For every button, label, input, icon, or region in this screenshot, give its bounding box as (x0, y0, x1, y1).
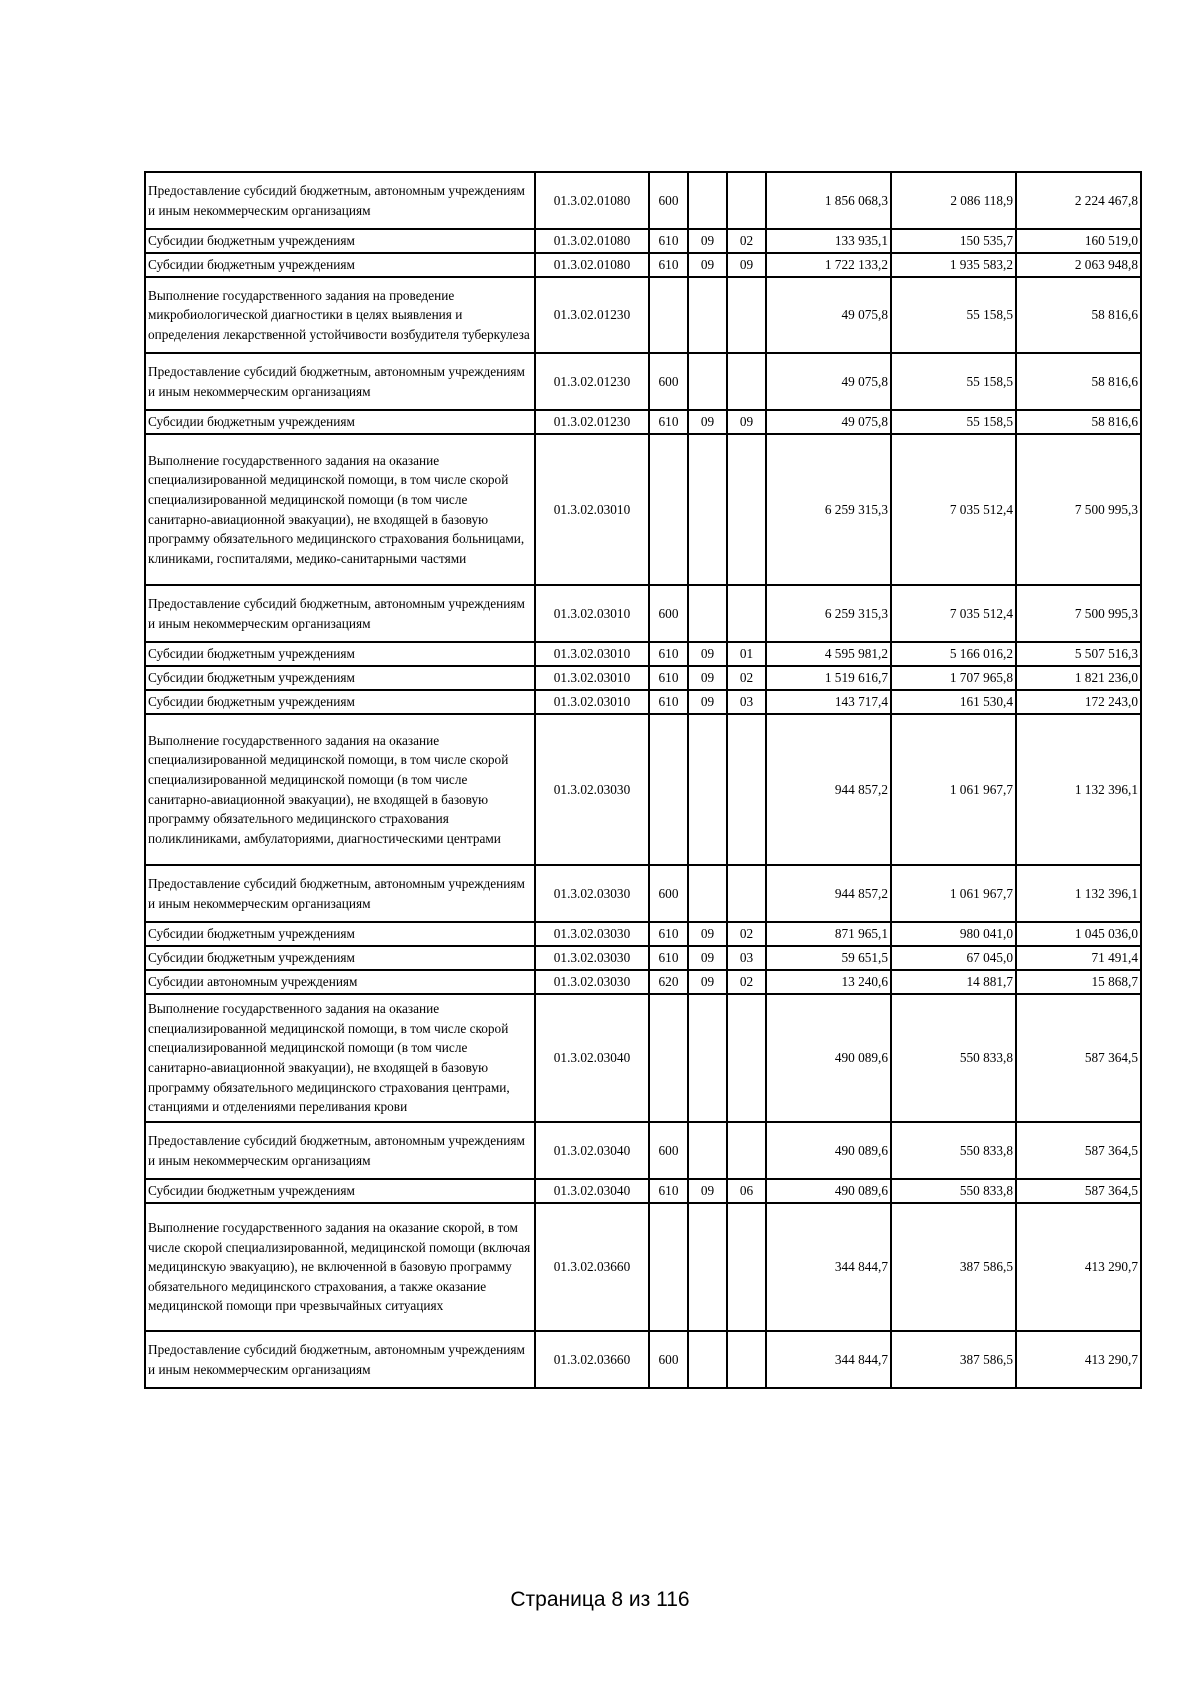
row-code: 01.3.02.01080 (535, 253, 649, 277)
table-row (145, 1331, 1141, 1388)
row-subsection: 03 (727, 690, 766, 714)
row-section: 09 (688, 922, 727, 946)
row-section (688, 277, 727, 353)
row-code: 01.3.02.03040 (535, 1122, 649, 1179)
row-amount-year-1: 1 856 068,3 (766, 172, 891, 229)
row-amount-year-1: 344 844,7 (766, 1203, 891, 1331)
row-amount-year-3: 58 816,6 (1016, 410, 1141, 434)
row-amount-year-1: 6 259 315,3 (766, 585, 891, 642)
row-amount-year-1: 944 857,2 (766, 865, 891, 922)
row-expense-type: 600 (649, 172, 688, 229)
row-amount-year-2: 387 586,5 (891, 1203, 1016, 1331)
row-subsection (727, 353, 766, 410)
row-code: 01.3.02.03010 (535, 642, 649, 666)
table-row (145, 865, 1141, 922)
row-amount-year-1: 490 089,6 (766, 994, 891, 1122)
budget-table (144, 171, 1142, 1389)
row-subsection: 02 (727, 229, 766, 253)
row-amount-year-2: 7 035 512,4 (891, 434, 1016, 585)
row-amount-year-3: 7 500 995,3 (1016, 585, 1141, 642)
row-amount-year-1: 490 089,6 (766, 1179, 891, 1203)
row-subsection (727, 1203, 766, 1331)
table-row (145, 585, 1141, 642)
row-section (688, 434, 727, 585)
row-code: 01.3.02.03030 (535, 865, 649, 922)
table-row (145, 353, 1141, 410)
row-amount-year-3: 413 290,7 (1016, 1203, 1141, 1331)
row-section: 09 (688, 253, 727, 277)
row-amount-year-1: 143 717,4 (766, 690, 891, 714)
row-section (688, 353, 727, 410)
row-amount-year-2: 1 061 967,7 (891, 714, 1016, 865)
table-row (145, 922, 1141, 946)
row-amount-year-2: 67 045,0 (891, 946, 1016, 970)
row-amount-year-1: 49 075,8 (766, 410, 891, 434)
row-subsection (727, 434, 766, 585)
row-section (688, 585, 727, 642)
table-row (145, 994, 1141, 1122)
row-amount-year-2: 150 535,7 (891, 229, 1016, 253)
row-expense-type: 600 (649, 585, 688, 642)
row-name: Выполнение государственного задания на оказание специализированной медицинской помощи, в том числе скорой специализированной медицинской помощи (в том числе санитарно-авиационной эвакуации), не входящей в базовую программу обязательного медицинского страхования поликлиниками, амбулаториями, диагностическими центрами (145, 714, 535, 865)
row-amount-year-2: 2 086 118,9 (891, 172, 1016, 229)
row-amount-year-3: 58 816,6 (1016, 277, 1141, 353)
row-name: Субсидии бюджетным учреждениям (145, 922, 535, 946)
row-expense-type (649, 277, 688, 353)
row-subsection: 02 (727, 666, 766, 690)
table-body (145, 172, 1141, 1388)
row-amount-year-2: 55 158,5 (891, 353, 1016, 410)
row-amount-year-3: 15 868,7 (1016, 970, 1141, 994)
row-amount-year-1: 4 595 981,2 (766, 642, 891, 666)
row-expense-type: 610 (649, 410, 688, 434)
row-amount-year-1: 49 075,8 (766, 353, 891, 410)
row-subsection (727, 585, 766, 642)
row-expense-type: 600 (649, 865, 688, 922)
row-code: 01.3.02.03030 (535, 970, 649, 994)
row-section: 09 (688, 1179, 727, 1203)
table-row (145, 714, 1141, 865)
row-amount-year-2: 1 707 965,8 (891, 666, 1016, 690)
row-expense-type (649, 714, 688, 865)
row-code: 01.3.02.03660 (535, 1203, 649, 1331)
row-amount-year-2: 55 158,5 (891, 277, 1016, 353)
table-row (145, 666, 1141, 690)
row-code: 01.3.02.03030 (535, 922, 649, 946)
row-expense-type: 610 (649, 642, 688, 666)
row-subsection: 03 (727, 946, 766, 970)
row-amount-year-3: 587 364,5 (1016, 994, 1141, 1122)
row-amount-year-1: 490 089,6 (766, 1122, 891, 1179)
row-subsection: 06 (727, 1179, 766, 1203)
row-name: Субсидии автономным учреждениям (145, 970, 535, 994)
row-name: Предоставление субсидий бюджетным, автономным учреждениям и иным некоммерческим организациям (145, 353, 535, 410)
row-name: Субсидии бюджетным учреждениям (145, 410, 535, 434)
row-section (688, 1203, 727, 1331)
row-amount-year-3: 413 290,7 (1016, 1331, 1141, 1388)
row-amount-year-3: 1 132 396,1 (1016, 714, 1141, 865)
row-amount-year-3: 58 816,6 (1016, 353, 1141, 410)
row-section: 09 (688, 410, 727, 434)
row-name: Предоставление субсидий бюджетным, автономным учреждениям и иным некоммерческим организациям (145, 1331, 535, 1388)
row-amount-year-1: 871 965,1 (766, 922, 891, 946)
row-code: 01.3.02.01080 (535, 229, 649, 253)
row-amount-year-3: 1 132 396,1 (1016, 865, 1141, 922)
row-name: Субсидии бюджетным учреждениям (145, 666, 535, 690)
row-amount-year-1: 133 935,1 (766, 229, 891, 253)
table-row (145, 434, 1141, 585)
row-amount-year-1: 6 259 315,3 (766, 434, 891, 585)
row-amount-year-3: 2 224 467,8 (1016, 172, 1141, 229)
row-amount-year-1: 13 240,6 (766, 970, 891, 994)
row-section: 09 (688, 642, 727, 666)
row-amount-year-3: 1 821 236,0 (1016, 666, 1141, 690)
row-amount-year-3: 587 364,5 (1016, 1179, 1141, 1203)
row-code: 01.3.02.03030 (535, 714, 649, 865)
row-expense-type: 600 (649, 1331, 688, 1388)
row-name: Предоставление субсидий бюджетным, автономным учреждениям и иным некоммерческим организациям (145, 172, 535, 229)
row-name: Субсидии бюджетным учреждениям (145, 946, 535, 970)
table-row (145, 253, 1141, 277)
row-code: 01.3.02.03010 (535, 585, 649, 642)
row-name: Предоставление субсидий бюджетным, автономным учреждениям и иным некоммерческим организациям (145, 585, 535, 642)
row-expense-type: 600 (649, 1122, 688, 1179)
row-name: Выполнение государственного задания на оказание специализированной медицинской помощи, в том числе скорой специализированной медицинской помощи (в том числе санитарно-авиационной эвакуации), не входящей в базовую программу обязательного медицинского страхования центрами, станциями и отделениями переливания крови (145, 994, 535, 1122)
row-code: 01.3.02.03010 (535, 434, 649, 585)
row-amount-year-1: 944 857,2 (766, 714, 891, 865)
row-subsection: 09 (727, 410, 766, 434)
table-row (145, 1122, 1141, 1179)
row-amount-year-3: 160 519,0 (1016, 229, 1141, 253)
row-amount-year-2: 550 833,8 (891, 1122, 1016, 1179)
row-name: Выполнение государственного задания на оказание скорой, в том числе скорой специализированной, медицинской помощи (включая медицинскую эвакуацию), не включенной в базовую программу обязательного медицинского страхования, а также оказание медицинской помощи при чрезвычайных ситуациях (145, 1203, 535, 1331)
row-subsection: 02 (727, 922, 766, 946)
row-amount-year-3: 587 364,5 (1016, 1122, 1141, 1179)
row-name: Выполнение государственного задания на проведение микробиологической диагностики в целях выявления и определения лекарственной устойчивости возбудителя туберкулеза (145, 277, 535, 353)
row-name: Субсидии бюджетным учреждениям (145, 229, 535, 253)
row-name: Субсидии бюджетным учреждениям (145, 1179, 535, 1203)
row-section (688, 1331, 727, 1388)
row-amount-year-2: 550 833,8 (891, 994, 1016, 1122)
table-row (145, 970, 1141, 994)
table-row (145, 1179, 1141, 1203)
row-amount-year-1: 1 722 133,2 (766, 253, 891, 277)
row-amount-year-3: 71 491,4 (1016, 946, 1141, 970)
row-name: Предоставление субсидий бюджетным, автономным учреждениям и иным некоммерческим организациям (145, 1122, 535, 1179)
row-code: 01.3.02.03040 (535, 1179, 649, 1203)
row-section: 09 (688, 666, 727, 690)
table-row (145, 1203, 1141, 1331)
row-subsection (727, 865, 766, 922)
row-amount-year-1: 49 075,8 (766, 277, 891, 353)
row-subsection (727, 714, 766, 865)
row-subsection (727, 994, 766, 1122)
row-code: 01.3.02.01230 (535, 410, 649, 434)
row-code: 01.3.02.01230 (535, 353, 649, 410)
row-code: 01.3.02.03030 (535, 946, 649, 970)
row-expense-type: 610 (649, 253, 688, 277)
row-expense-type: 600 (649, 353, 688, 410)
row-name: Субсидии бюджетным учреждениям (145, 253, 535, 277)
row-section (688, 172, 727, 229)
row-amount-year-3: 172 243,0 (1016, 690, 1141, 714)
row-amount-year-2: 161 530,4 (891, 690, 1016, 714)
row-expense-type (649, 994, 688, 1122)
row-expense-type: 610 (649, 946, 688, 970)
row-amount-year-2: 7 035 512,4 (891, 585, 1016, 642)
row-subsection: 02 (727, 970, 766, 994)
row-subsection (727, 277, 766, 353)
row-code: 01.3.02.03040 (535, 994, 649, 1122)
row-section: 09 (688, 690, 727, 714)
row-code: 01.3.02.03660 (535, 1331, 649, 1388)
row-name: Предоставление субсидий бюджетным, автономным учреждениям и иным некоммерческим организациям (145, 865, 535, 922)
row-amount-year-1: 1 519 616,7 (766, 666, 891, 690)
row-expense-type: 610 (649, 922, 688, 946)
row-section (688, 714, 727, 865)
row-subsection (727, 1122, 766, 1179)
row-expense-type: 610 (649, 1179, 688, 1203)
table-row (145, 172, 1141, 229)
table-row (145, 410, 1141, 434)
table-row (145, 229, 1141, 253)
row-amount-year-2: 550 833,8 (891, 1179, 1016, 1203)
row-expense-type: 610 (649, 666, 688, 690)
table-row (145, 690, 1141, 714)
row-amount-year-2: 55 158,5 (891, 410, 1016, 434)
row-amount-year-2: 1 061 967,7 (891, 865, 1016, 922)
row-name: Субсидии бюджетным учреждениям (145, 690, 535, 714)
row-amount-year-2: 387 586,5 (891, 1331, 1016, 1388)
row-amount-year-3: 2 063 948,8 (1016, 253, 1141, 277)
row-amount-year-3: 7 500 995,3 (1016, 434, 1141, 585)
row-amount-year-3: 5 507 516,3 (1016, 642, 1141, 666)
row-amount-year-3: 1 045 036,0 (1016, 922, 1141, 946)
row-subsection (727, 1331, 766, 1388)
row-section: 09 (688, 946, 727, 970)
row-subsection: 09 (727, 253, 766, 277)
page-number: Страница 8 из 116 (510, 1588, 690, 1611)
row-amount-year-2: 5 166 016,2 (891, 642, 1016, 666)
row-section (688, 994, 727, 1122)
row-subsection (727, 172, 766, 229)
row-expense-type: 620 (649, 970, 688, 994)
row-amount-year-1: 59 651,5 (766, 946, 891, 970)
row-expense-type: 610 (649, 690, 688, 714)
row-code: 01.3.02.03010 (535, 666, 649, 690)
table-row (145, 277, 1141, 353)
row-subsection: 01 (727, 642, 766, 666)
row-amount-year-1: 344 844,7 (766, 1331, 891, 1388)
row-name: Субсидии бюджетным учреждениям (145, 642, 535, 666)
table-row (145, 946, 1141, 970)
row-expense-type (649, 1203, 688, 1331)
row-code: 01.3.02.01080 (535, 172, 649, 229)
row-amount-year-2: 980 041,0 (891, 922, 1016, 946)
row-amount-year-2: 14 881,7 (891, 970, 1016, 994)
row-code: 01.3.02.01230 (535, 277, 649, 353)
row-expense-type (649, 434, 688, 585)
row-code: 01.3.02.03010 (535, 690, 649, 714)
row-section (688, 865, 727, 922)
row-section (688, 1122, 727, 1179)
row-section: 09 (688, 229, 727, 253)
row-name: Выполнение государственного задания на оказание специализированной медицинской помощи, в том числе скорой специализированной медицинской помощи (в том числе санитарно-авиационной эвакуации), не входящей в базовую программу обязательного медицинского страхования больницами, клиниками, госпиталями, медико-санитарными частями (145, 434, 535, 585)
row-section: 09 (688, 970, 727, 994)
row-amount-year-2: 1 935 583,2 (891, 253, 1016, 277)
row-expense-type: 610 (649, 229, 688, 253)
table-row (145, 642, 1141, 666)
